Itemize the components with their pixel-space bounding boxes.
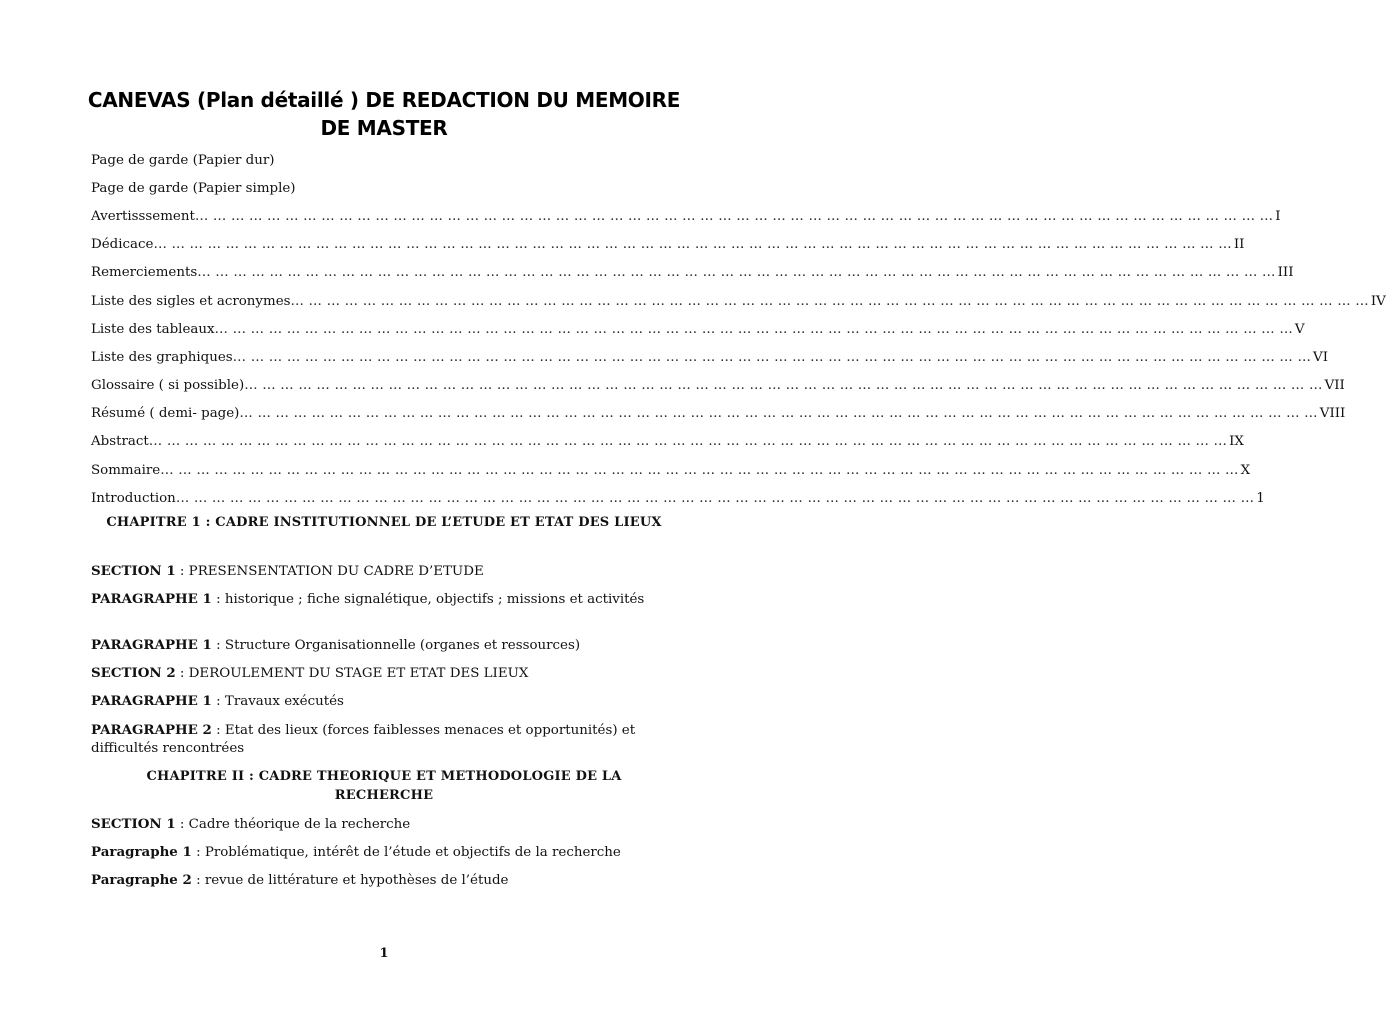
toc-page-number: V xyxy=(1294,321,1305,337)
item-keyword: PARAGRAPHE 1 xyxy=(91,693,212,709)
item-keyword: Paragraphe 2 xyxy=(91,872,192,888)
toc-page-number: III xyxy=(1277,265,1294,281)
item-text: : PRESENSENTATION DU CADRE D’ETUDE xyxy=(175,564,484,579)
item-keyword: PARAGRAPHE 1 xyxy=(91,637,212,653)
toc-leader-dots: … … … … … … … … … … … … … … … … … … … … … … … … … … … … … … … … … … … … … … … … … … … … … … … … … … … … … … … … … … … … xyxy=(194,208,1274,224)
toc-page-number: 1 xyxy=(1256,490,1265,506)
item-text: : historique ; fiche signalétique, objectifs ; missions et activités xyxy=(211,592,645,607)
item-text: : Problématique, intérêt de l’étude et objectifs de la recherche xyxy=(191,845,621,860)
item-keyword: SECTION 2 xyxy=(91,665,176,681)
toc-leader-dots: … … … … … … … … … … … … … … … … … … … … … … … … … … … … … … … … … … … … … … … … … … … … … … … … … … … … … … … … … … … … xyxy=(148,434,1228,450)
toc-entry-introduction xyxy=(91,484,1265,512)
toc-entry-page-de-garde-dur xyxy=(91,146,676,174)
toc-leader-dots: … … … … … … … … … … … … … … … … … … … … … … … … … … … … … … … … … … … … … … … … … … … … … … … … … … … … … … … … … … … … xyxy=(197,265,1276,281)
toc-leader-dots: … … … … … … … … … … … … … … … … … … … … … … … … … … … … … … … … … … … … … … … … … … … … … … … … … … … … … … … … … … … … xyxy=(290,293,1369,309)
toc-leader-dots: … … … … … … … … … … … … … … … … … … … … … … … … … … … … … … … … … … … … … … … … … … … … … … … … … … … … … … … … … … … … xyxy=(244,378,1323,394)
table-of-contents xyxy=(91,146,1386,512)
toc-entry-graphiques xyxy=(91,343,1329,371)
toc-label: Liste des tableaux xyxy=(91,321,215,337)
toc-page-number: VIII xyxy=(1319,406,1346,422)
title-line-2: DE MASTER xyxy=(320,116,448,140)
toc-page-number: I xyxy=(1275,208,1281,224)
item-keyword: PARAGRAPHE 2 xyxy=(91,722,212,738)
toc-entry-sommaire xyxy=(91,456,1251,484)
toc-entry-abstract xyxy=(91,428,1244,456)
chapter-1-section-1 xyxy=(91,562,676,581)
item-text: : revue de littérature et hypothèses de l’étude xyxy=(191,873,509,888)
item-keyword: PARAGRAPHE 1 xyxy=(91,591,212,607)
toc-leader-dots: … … … … … … … … … … … … … … … … … … … … … … … … … … … … … … … … … … … … … … … … … … … … … … … … … … … … … … … … … … … … xyxy=(214,321,1293,337)
item-text: : Structure Organisationnelle (organes et ressources) xyxy=(211,638,581,653)
toc-entry-glossaire xyxy=(91,372,1345,400)
chapter-1-paragraph-1-historique xyxy=(91,590,676,609)
toc-page-number: VI xyxy=(1313,349,1329,365)
toc-label: Liste des graphiques xyxy=(91,349,233,365)
item-text: : Travaux exécutés xyxy=(211,694,344,709)
toc-label: Glossaire ( si possible) xyxy=(91,378,245,394)
chapter-1-paragraph-1-structure xyxy=(91,636,676,655)
item-keyword: SECTION 1 xyxy=(91,563,176,579)
toc-entry-remerciements xyxy=(91,259,1294,287)
toc-label: Introduction xyxy=(91,490,176,506)
chapter-1-section-2 xyxy=(91,664,676,683)
toc-leader-dots: … … … … … … … … … … … … … … … … … … … … … … … … … … … … … … … … … … … … … … … … … … … … … … … … … … … … … … … … … … … … xyxy=(153,237,1232,253)
title-line-1: CANEVAS (Plan détaillé ) DE REDACTION DU MEMOIRE xyxy=(87,88,681,112)
toc-entry-dedicace xyxy=(91,231,1245,259)
toc-page-number: X xyxy=(1240,462,1251,478)
toc-leader-dots: … … … … … … … … … … … … … … … … … … … … … … … … … … … … … … … … … … … … … … … … … … … … … … … … … … … … … … … … … … … … xyxy=(232,349,1312,365)
toc-entry-page-de-garde-simple xyxy=(91,174,676,202)
chapter-1-heading: CHAPITRE 1 : CADRE INSTITUTIONNEL DE L’ETUDE ET ETAT DES LIEUX xyxy=(106,515,662,530)
item-text: : Etat des lieux (forces faiblesses menaces et opportunités) et difficultés rencontrées xyxy=(91,723,636,756)
chapter-2-heading: CHAPITRE II : CADRE THEORIQUE ET METHODOLOGIE DE LA RECHERCHE xyxy=(146,769,622,803)
toc-label: Résumé ( demi- page) xyxy=(91,406,240,422)
chapter-2-paragraphe-2 xyxy=(91,871,676,890)
toc-entry-sigles xyxy=(91,287,1386,315)
toc-leader-dots: … … … … … … … … … … … … … … … … … … … … … … … … … … … … … … … … … … … … … … … … … … … … … … … … … … … … … … … … … … … … xyxy=(160,462,1239,478)
item-keyword: SECTION 1 xyxy=(91,816,176,832)
toc-label: Abstract xyxy=(91,434,149,450)
toc-entry-resume xyxy=(91,400,1346,428)
toc-label: Remerciements xyxy=(91,265,198,281)
toc-label: Avertisssement xyxy=(91,208,195,224)
toc-entry-avertissement xyxy=(91,202,1281,230)
chapter-1-paragraph-2-etat-des-lieux xyxy=(91,721,676,758)
item-text: : DEROULEMENT DU STAGE ET ETAT DES LIEUX xyxy=(175,666,529,681)
document-title xyxy=(80,86,688,142)
toc-page-number: IX xyxy=(1229,434,1244,450)
page-number: 1 xyxy=(379,946,389,961)
toc-label: Dédicace xyxy=(91,237,154,253)
toc-label: Sommaire xyxy=(91,462,161,478)
toc-entry-tableaux xyxy=(91,315,1305,343)
chapter-1-paragraph-1-travaux xyxy=(91,692,676,711)
toc-label: Page de garde (Papier dur) xyxy=(91,152,275,168)
item-keyword: Paragraphe 1 xyxy=(91,844,192,860)
toc-page-number: IV xyxy=(1370,293,1386,309)
toc-leader-dots: … … … … … … … … … … … … … … … … … … … … … … … … … … … … … … … … … … … … … … … … … … … … … … … … … … … … … … … … … … … … xyxy=(239,406,1318,422)
chapter-2-section-1 xyxy=(91,815,676,834)
toc-leader-dots: … … … … … … … … … … … … … … … … … … … … … … … … … … … … … … … … … … … … … … … … … … … … … … … … … … … … … … … … … … … … xyxy=(175,490,1255,506)
item-text: : Cadre théorique de la recherche xyxy=(175,817,411,832)
toc-page-number: II xyxy=(1233,237,1245,253)
chapter-2-paragraphe-1 xyxy=(91,843,676,862)
toc-page-number: VII xyxy=(1324,378,1345,394)
toc-label: Liste des sigles et acronymes xyxy=(91,293,291,309)
toc-label: Page de garde (Papier simple) xyxy=(91,180,296,196)
